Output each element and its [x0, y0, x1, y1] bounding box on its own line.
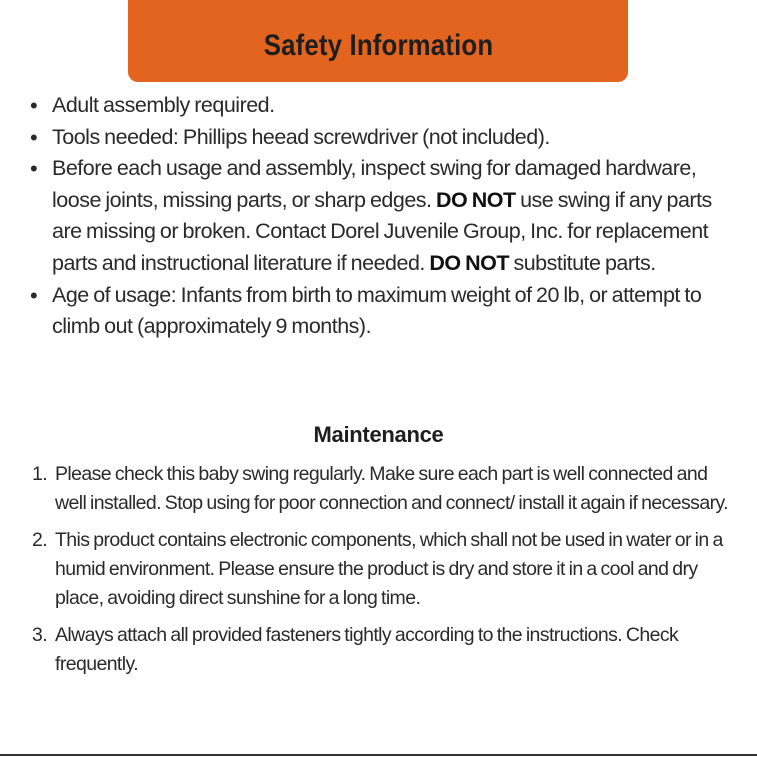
maintenance-item-text: Please check this baby swing regularly. Make sure each part is well connected and well installed. Stop using for poor connection and connect/ install it again if necessary. [55, 463, 728, 514]
safety-item-text: Before each usage and assembly, inspect swing for damaged hardware, loose joints, missing parts, or sharp edges. [52, 156, 697, 212]
safety-item [30, 280, 742, 343]
safety-list [30, 90, 742, 343]
maintenance-item-text: Always attach all provided fasteners tightly according to the instructions. Check frequently. [55, 624, 679, 675]
maintenance-title: Maintenance [313, 422, 444, 447]
warning-emphasis: DO NOT [429, 250, 509, 275]
item-number: 2. [32, 529, 48, 551]
warning-emphasis: DO NOT [435, 187, 516, 212]
banner-title: Safety Information [263, 29, 493, 62]
safety-item-text: substitute parts. [508, 250, 656, 275]
safety-item [30, 153, 742, 279]
maintenance-list [32, 460, 732, 679]
maintenance-item [32, 460, 732, 518]
item-number: 3. [32, 624, 48, 646]
safety-item-text: use swing if any parts are missing or broken. Contact Dorel Juvenile Group, Inc. for replacement parts and instructional literature if needed. [52, 187, 712, 275]
bottom-rule [0, 754, 757, 756]
safety-banner [128, 0, 628, 82]
maintenance-item-text: This product contains electronic components, which shall not be used in water or in a humid environment. Please ensure the product is dry and store it in a cool and dry place, avoiding direct sunshine for a long time. [55, 529, 723, 609]
safety-item-text: Age of usage: Infants from birth to maximum weight of 20 lb, or attempt to climb out (approximately 9 months). [52, 282, 702, 339]
maintenance-item [32, 526, 732, 613]
safety-item-text: Tools needed: Phillips heead screwdriver (not included). [52, 124, 550, 149]
safety-item-text: Adult assembly required. [52, 93, 275, 117]
maintenance-item [32, 621, 732, 679]
safety-item [30, 122, 742, 154]
item-number: 1. [32, 463, 48, 485]
safety-item [30, 90, 742, 122]
